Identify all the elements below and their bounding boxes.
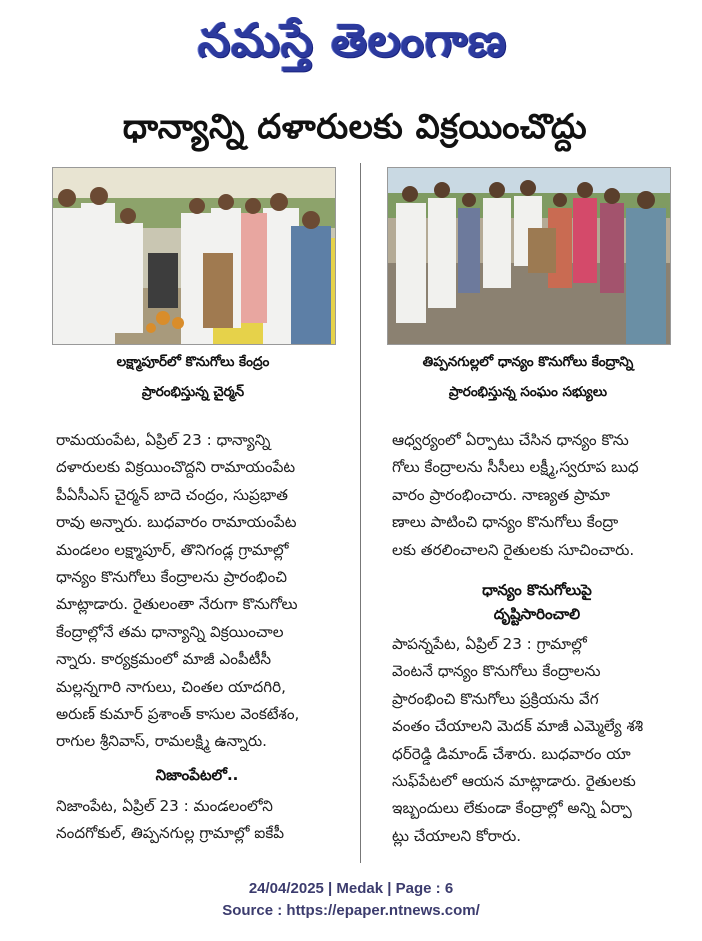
text-line: ణాలు పాటించి ధాన్యం కొనుగోలు కేంద్రా: [392, 513, 619, 532]
text-line: దళారులకు విక్రయించొద్దని రామాయంపేట: [56, 458, 296, 477]
left-article-body: [56, 427, 356, 756]
text-line: రావు అన్నారు. బుధవారం రామాయంపేట: [56, 513, 297, 532]
subhead-nizampet: నిజాంపేటలో..: [155, 766, 239, 784]
subhead-line: ధాన్యం కొనుగోలుపై: [482, 581, 592, 599]
column-divider: [360, 163, 361, 863]
right-article-body: [392, 427, 682, 564]
photo-tippanagulla-inauguration: [387, 167, 671, 345]
text-line: పీఏసీఎస్ చైర్మన్ బాదె చంద్రం, సుప్రభాత: [56, 485, 288, 504]
text-line: ఇబ్బందులు లేకుండా కేంద్రాల్లో అన్ని ఏర్పా: [392, 799, 632, 818]
photo-caption-left: [52, 347, 334, 407]
text-line: ధాన్యం కొనుగోలు కేంద్రాలను ప్రారంభించి: [56, 567, 287, 586]
caption-line: ప్రారంభిస్తున్న సంఘం సభ్యులు: [448, 384, 608, 400]
text-line: ట్లు చేయాలని కోరారు.: [392, 826, 522, 845]
text-line: మాట్లాడారు. రైతులంతా నేరుగా కొనుగోలు: [56, 595, 298, 614]
text-line: అరుణ్ కుమార్ ప్రశాంత్ కాసుల వెంకటేశం,: [56, 704, 300, 723]
text-line: న్నారు. కార్యక్రమంలో మాజీ ఎంపీటీసీ: [56, 650, 272, 669]
caption-line: తిప్పనగుల్లలో ధాన్యం కొనుగోలు కేంద్రాన్ని: [422, 354, 634, 370]
subhead-dhanyam: [392, 578, 682, 626]
text-line: వెంటనే ధాన్యం కొనుగోలు కేంద్రాలను: [392, 662, 601, 681]
text-line: ఆధ్వర్యంలో ఏర్పాటు చేసిన ధాన్యం కొను: [392, 431, 629, 449]
text-line: లకు తరలించాలని రైతులకు సూచించారు.: [392, 540, 635, 559]
text-line: కేంద్రాల్లోనే తమ ధాన్యాన్ని విక్రయించాల: [56, 622, 284, 641]
footer-source-link[interactable]: Source : https://epaper.ntnews.com/: [222, 902, 480, 919]
text-line: రామయంపేట, ఏప్రిల్ 23 : ధాన్యాన్ని: [56, 431, 271, 449]
text-line: సుఫ్‌పేటలో ఆయన మాట్లాడారు. రైతులకు: [392, 771, 636, 790]
newspaper-title: నమస్తే తెలంగాణ: [197, 13, 508, 67]
text-line: ప్రారంభించి కొనుగోలు ప్రక్రియను వేగ: [392, 689, 599, 708]
photo-lakshmapur-inauguration: [52, 167, 336, 345]
text-line: నిజాంపేట, ఏప్రిల్ 23 : మండలంలోని: [56, 797, 273, 815]
left-article-body-continued: [56, 793, 356, 848]
text-line: నందగోకుల్, తిప్పనగుల్ల గ్రామాల్లో ఐకేపీ: [56, 824, 285, 843]
text-line: మల్లన్నగారి నాగులు, చింతల యాదగిరి,: [56, 677, 286, 696]
text-line: గోలు కేంద్రాలను సీసీలు లక్ష్మీ,స్వరూప బుధ: [392, 458, 639, 477]
masthead-logo: [150, 8, 555, 74]
text-line: పాపన్నపేట, ఏప్రిల్ 23 : గ్రామాల్లో: [392, 635, 587, 653]
subhead-line: దృష్టిసారించాలి: [493, 605, 581, 623]
text-line: మండలం లక్ష్మాపూర్, తొనిగండ్ల గ్రామాల్లో: [56, 540, 289, 559]
photo-caption-right: [387, 347, 669, 407]
article-headline: ధాన్యాన్ని దళారులకు విక్రయించొద్దు: [122, 107, 588, 147]
text-line: రాగుల శ్రీనివాస్, రామలక్ష్మి ఉన్నారు.: [56, 732, 267, 751]
text-line: వారం ప్రారంభించారు. నాణ్యత ప్రామా: [392, 485, 610, 504]
text-line: ధర్‌రెడ్డి డిమాండ్ చేశారు. బుధవారం యా: [392, 744, 631, 763]
caption-line: ప్రారంభిస్తున్న చైర్మన్: [141, 384, 245, 400]
text-line: వంతం చేయాలని మెదక్ మాజీ ఎమ్మెల్యే శశి: [392, 717, 644, 736]
right-article-body-continued: [392, 631, 682, 850]
caption-line: లక్ష్మాపూర్‌లో కొనుగోలు కేంద్రం: [116, 354, 270, 370]
footer-date-edition: 24/04/2025 | Medak | Page : 6: [248, 880, 454, 897]
